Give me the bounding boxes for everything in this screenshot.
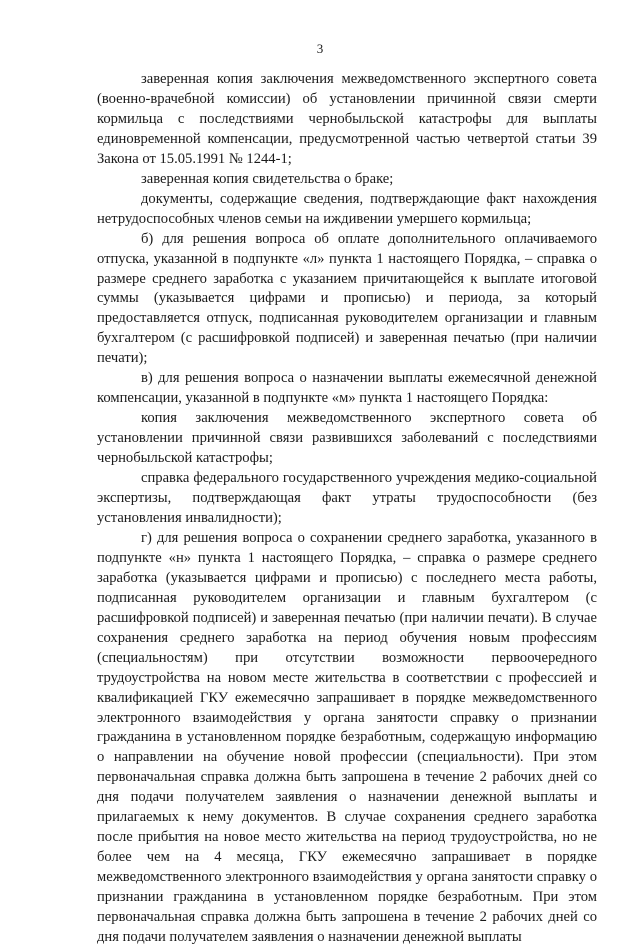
paragraph-certified-copy-conclusion: заверенная копия заключения межведомственного экспертного совета (военно-врачебной комиссии) об установлении причинной связи смерти кормильца с последствиями чернобыльской катастрофы для выплаты единовременной компенсации, предусмотренной частью четвертой статьи 39 Закона от 15.05.1991 № 1244-1;: [97, 71, 597, 167]
paragraph-medical-expertise-certificate: справка федерального государственного учреждения медико-социальной экспертизы, подтверждающая факт утраты трудоспособности (без установления инвалидности);: [97, 470, 597, 526]
paragraph-expert-council-copy: копия заключения межведомственного экспертного совета об установлении причинной связи развившихся заболеваний с последствиями чернобыльской катастрофы;: [97, 410, 597, 467]
paragraph-item-v-monthly-compensation: в) для решения вопроса о назначении выплаты ежемесячной денежной компенсации, указанной в подпункте «м» пункта 1 настоящего Порядка:: [97, 370, 597, 407]
paragraph-item-g-average-earnings: г) для решения вопроса о сохранении среднего заработка, указанного в подпункте «н» пункта 1 настоящего Порядка, – справка о размере среднего заработка (указывается цифрами и прописью) с последнего места работы, подписанная руководителем организации и главным бухгалтером (с расшифровкой подписей) и заверенная печатью (при наличии печати). В случае сохранения среднего заработка на период обучения новым профессиям (специальностям) при отсутствии возможности первоочередного трудоустройства на новом месте жительства в соответствии с профессией и квалификацией ГКУ ежемесячно запрашивает в порядке межведомственного электронного взаимодействия у органа занятости справку о признании гражданина в установленном порядке безработным, содержащую информацию о направлении на обучение новой профессии (специальности). При этом первоначальная справка должна быть запрошена в течение 2 рабочих дней со дня подачи получателем заявления о назначении денежной выплаты и прилагаемых к нему документов. В случае сохранения среднего заработка после прибытия на новое место жительства на период трудоустройства, но не более чем на 4 месяца, ГКУ ежемесячно запрашивает в порядке межведомственного электронного взаимодействия у органа занятости справку о признании гражданина в установленном порядке безработным. При этом первоначальная справка должна быть запрошена в течение 2 рабочих дней со дня подачи получателем заявления о назначении денежной выплаты: [97, 529, 597, 945]
paragraph-dependents-documents: документы, содержащие сведения, подтверждающие факт нахождения нетрудоспособных членов семьи на иждивении умершего кормильца;: [97, 190, 597, 227]
paragraph-item-b-leave-payment: б) для решения вопроса об оплате дополнительного оплачиваемого отпуска, указанной в подпункте «л» пункта 1 настоящего Порядка, – справка о размере среднего заработка с указанием причитающейся к выплате итоговой суммы (указывается цифрами и прописью) и периода, за который предоставляется отпуск, подписанная руководителем организации и главным бухгалтером (с расшифровкой подписей) и заверенная печатью (при наличии печати);: [97, 230, 597, 367]
paragraph-marriage-certificate: заверенная копия свидетельства о браке;: [141, 170, 394, 187]
body-text: [97, 70, 597, 948]
page-number: 3: [316, 41, 324, 56]
